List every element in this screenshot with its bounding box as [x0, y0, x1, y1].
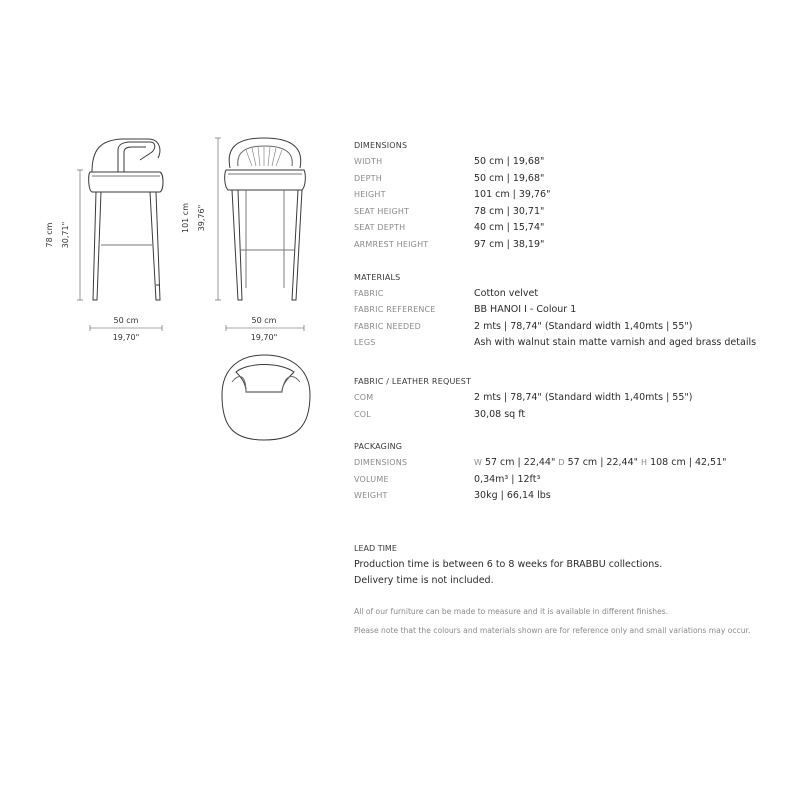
spec-label: COM: [354, 392, 374, 402]
spec-value: 50 cm | 19,68": [474, 172, 545, 184]
spec-value: BB HANOI I - Colour 1: [474, 304, 577, 316]
spec-row: [354, 488, 784, 505]
spec-label: SEAT HEIGHT: [354, 206, 410, 216]
spec-row: [354, 154, 784, 171]
lead-time-line: Production time is between 6 to 8 weeks for BRABBU collections.: [354, 558, 663, 570]
spec-row: [354, 302, 784, 319]
materials-title: MATERIALS: [354, 272, 401, 282]
spec-value: 40 cm | 15,74": [474, 222, 545, 234]
spec-label: ARMREST HEIGHT: [354, 239, 429, 249]
front-view-drawing: [215, 138, 305, 331]
side-height-cm: 78 cm: [45, 222, 54, 248]
spec-label: FABRIC NEEDED: [354, 321, 421, 331]
packaging-table: [354, 455, 784, 505]
spec-row: [354, 472, 784, 489]
height-prefix: H: [641, 458, 648, 468]
spec-value: 78 cm | 30,71": [474, 205, 545, 217]
front-width-in: 19,70": [250, 333, 278, 342]
package-width: 57 cm | 22,44": [484, 457, 556, 469]
spec-row: [354, 204, 784, 221]
width-prefix: W: [474, 458, 482, 468]
colour-disclaimer-note: Please note that the colours and materials shown are for reference only and small variations may occur.: [354, 625, 751, 635]
spec-label: COL: [354, 409, 371, 419]
spec-label: LEGS: [354, 338, 376, 348]
spec-row: [354, 335, 784, 352]
package-depth: 57 cm | 22,44": [567, 457, 638, 469]
top-view-drawing: [222, 355, 310, 440]
front-height-cm: 101 cm: [181, 202, 190, 234]
spec-value: 50 cm | 19,68": [474, 156, 545, 167]
front-width-cm: 50 cm: [251, 316, 277, 325]
spec-value: Ash with walnut stain matte varnish and aged brass details: [474, 337, 757, 349]
spec-label: FABRIC: [354, 288, 384, 298]
front-height-in: 39,76": [197, 204, 206, 232]
side-width-in: 19,70": [112, 333, 140, 342]
spec-row: [354, 390, 784, 407]
spec-value: [474, 455, 727, 472]
spec-label: SEAT DEPTH: [354, 223, 406, 233]
spec-row: [354, 407, 784, 424]
spec-label: HEIGHT: [354, 190, 386, 200]
made-to-measure-note: All of our furniture can be made to measure and it is available in different finishes.: [354, 606, 669, 616]
spec-value: 2 mts | 78,74" (Standard width 1,40mts | 55"): [474, 391, 693, 403]
spec-row: [354, 319, 784, 336]
fabric-request-title: FABRIC / LEATHER REQUEST: [354, 376, 472, 386]
spec-row: [354, 237, 784, 254]
spec-row: [354, 455, 784, 472]
spec-value: 30kg | 66,14 lbs: [474, 490, 551, 502]
spec-value: 2 mts | 78,74" (Standard width 1,40mts | 55"): [474, 320, 693, 332]
fabric-request-table: [354, 390, 784, 423]
spec-value: Cotton velvet: [474, 287, 539, 299]
spec-row: [354, 220, 784, 237]
spec-label: VOLUME: [354, 474, 389, 484]
side-width-cm: 50 cm: [113, 316, 139, 325]
spec-value: 0,34m³ | 12ft³: [474, 473, 541, 485]
dimensions-table: [354, 154, 784, 254]
spec-value: 97 cm | 38,19": [474, 238, 545, 250]
spec-label: FABRIC REFERENCE: [354, 305, 436, 315]
spec-value: 101 cm | 39,76": [474, 189, 551, 201]
spec-label: DEPTH: [354, 173, 382, 183]
packaging-title: PACKAGING: [354, 442, 403, 452]
spec-value: 30,08 sq ft: [474, 408, 526, 420]
side-height-in: 30,71": [61, 221, 70, 249]
materials-table: [354, 286, 784, 352]
spec-label: DIMENSIONS: [354, 458, 408, 468]
side-view-drawing: [77, 139, 163, 331]
lead-time-title: LEAD TIME: [354, 543, 397, 553]
spec-sheet: [354, 138, 784, 640]
spec-label: WIDTH: [354, 157, 383, 166]
spec-row: [354, 286, 784, 303]
delivery-note: Delivery time is not included.: [354, 575, 494, 587]
spec-row: [354, 187, 784, 204]
spec-label: WEIGHT: [354, 491, 388, 501]
package-height: 108 cm | 42,51": [650, 457, 727, 469]
dimensions-title: DIMENSIONS: [354, 141, 408, 150]
spec-row: [354, 171, 784, 188]
depth-prefix: D: [558, 458, 565, 468]
